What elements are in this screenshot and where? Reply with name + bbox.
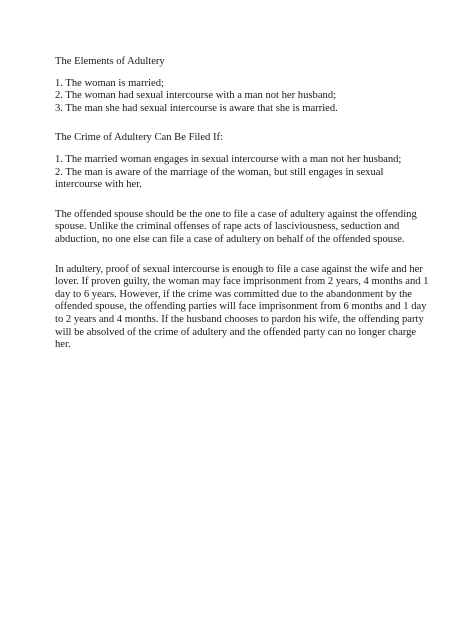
list-item: 1. The married woman engages in sexual intercourse with a man not her husband;	[55, 153, 402, 165]
list-item: 2. The man is aware of the marriage of the woman, but still engages in sexual intercourse with her.	[55, 166, 384, 191]
list-item: 2. The woman had sexual intercourse with a man not her husband;	[55, 90, 337, 102]
list-item: 1. The woman is married;	[55, 77, 164, 89]
list-item: 3. The man she had sexual intercourse is aware that she is married.	[55, 102, 338, 114]
paragraph-offended-spouse: The offended spouse should be the one to file a case of adultery against the offending spouse. Unlike the criminal offenses of rape acts of lasciviousness, seduction and abduction, no one else can file a case of adultery on behalf of the offended spouse.	[55, 208, 417, 245]
document-body	[55, 56, 430, 369]
elements-list	[55, 78, 430, 116]
filing-conditions-list	[55, 154, 430, 192]
paragraph-proof-and-penalty: In adultery, proof of sexual intercourse is enough to file a case against the wife and her lover. If proven guilty, the woman may face imprisonment from 2 years, 4 months and 1 day to 6 years. However, if the crime was committed due to the abandonment by the offended spouse, the offending parties will face imprisonment from 6 months and 1 day to 2 years and 4 months. If the husband chooses to pardon his wife, the offending party will be absolved of the crime of adultery and the offended party can no longer charge her.	[55, 263, 429, 351]
section-heading-filing: The Crime of Adultery Can Be Filed If:	[55, 132, 223, 144]
section-heading-elements: The Elements of Adultery	[55, 56, 165, 67]
